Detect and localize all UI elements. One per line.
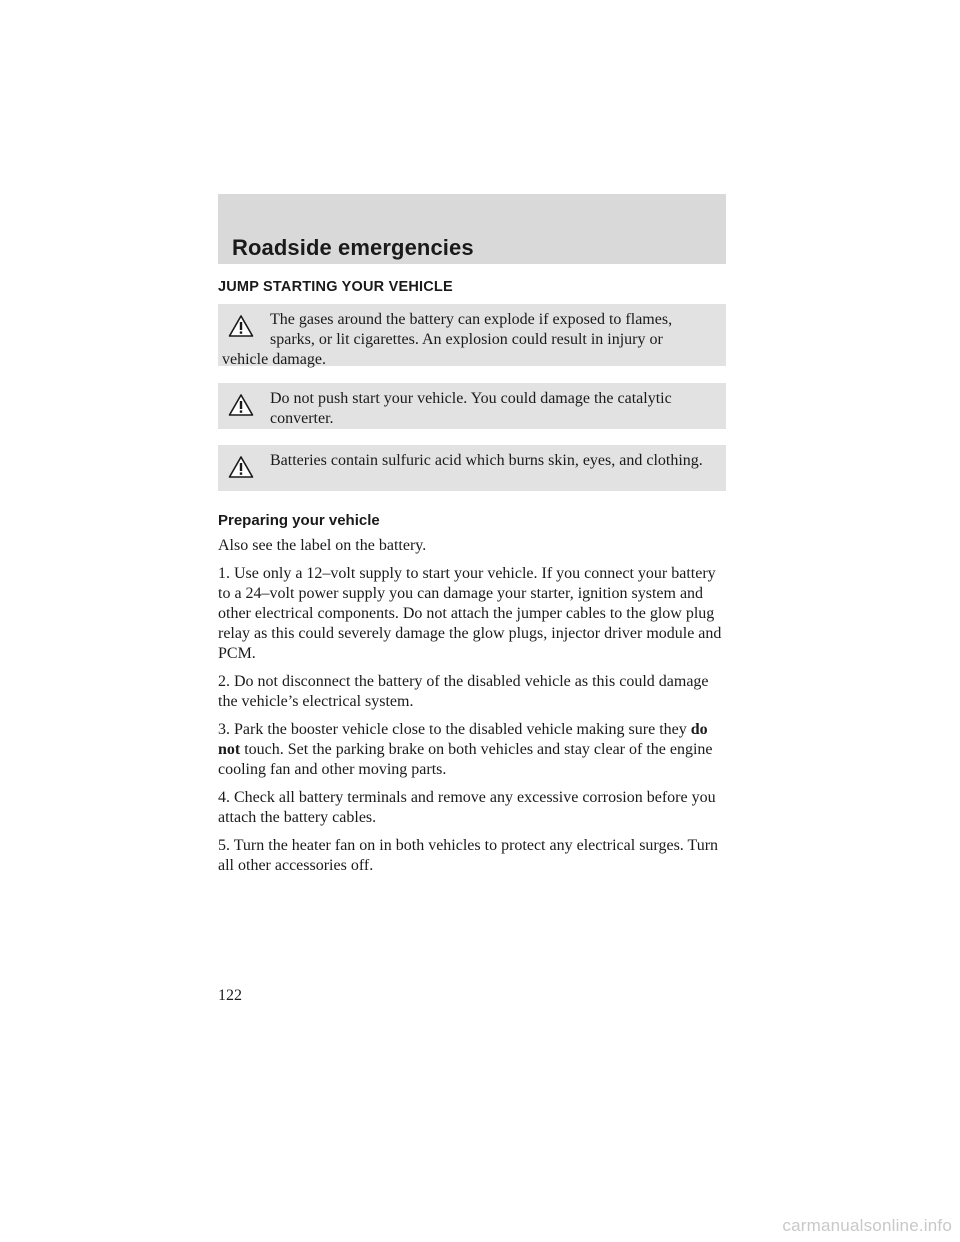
step-3-text-start: 3. Park the booster vehicle close to the disabled vehicle making sure they <box>218 721 687 738</box>
warning-text: The gases around the battery can explode if exposed to flames, sparks, or lit cigarettes. An explosion could result in injury or vehicle damage. <box>222 311 673 368</box>
warning-triangle-icon <box>222 314 264 348</box>
warning-triangle-icon <box>222 455 264 489</box>
page-number: 122 <box>218 987 242 1004</box>
step-4-paragraph: 4. Check all battery terminals and remove any excessive corrosion before you attach the battery cables. <box>218 789 716 826</box>
intro-paragraph: Also see the label on the battery. <box>218 537 427 554</box>
section-header-band <box>218 194 726 264</box>
warning-box-push-start <box>218 383 726 429</box>
step-3-text-end: touch. Set the parking brake on both vehicles and stay clear of the engine cooling fan and other moving parts. <box>218 741 713 778</box>
step-3-paragraph <box>218 720 730 780</box>
step-2-paragraph: 2. Do not disconnect the battery of the disabled vehicle as this could damage the vehicle’s electrical system. <box>218 673 709 710</box>
page-title: Roadside emergencies <box>232 235 474 260</box>
step-1-paragraph: 1. Use only a 12–volt supply to start your vehicle. If you connect your battery to a 24–volt power supply you can damage your starter, ignition system and other electrical components. Do not attach the jumper cables to the glow plug relay as this could severely damage the glow plugs, injector driver module and PCM. <box>218 565 722 662</box>
section-heading: JUMP STARTING YOUR VEHICLE <box>218 279 453 295</box>
warning-box-acid <box>218 445 726 491</box>
warning-triangle-icon <box>222 393 264 427</box>
instructions-body <box>218 536 730 884</box>
warning-text: Batteries contain sulfuric acid which burns skin, eyes, and clothing. <box>270 452 703 469</box>
subsection-heading: Preparing your vehicle <box>218 512 380 529</box>
warning-box-gases <box>218 304 726 366</box>
step-3-emphasis: do not <box>218 721 708 758</box>
step-5-paragraph: 5. Turn the heater fan on in both vehicles to protect any electrical surges. Turn all other accessories off. <box>218 837 719 874</box>
watermark: carmanualsonline.info <box>782 1216 952 1235</box>
warning-text: Do not push start your vehicle. You could damage the catalytic converter. <box>270 390 672 427</box>
